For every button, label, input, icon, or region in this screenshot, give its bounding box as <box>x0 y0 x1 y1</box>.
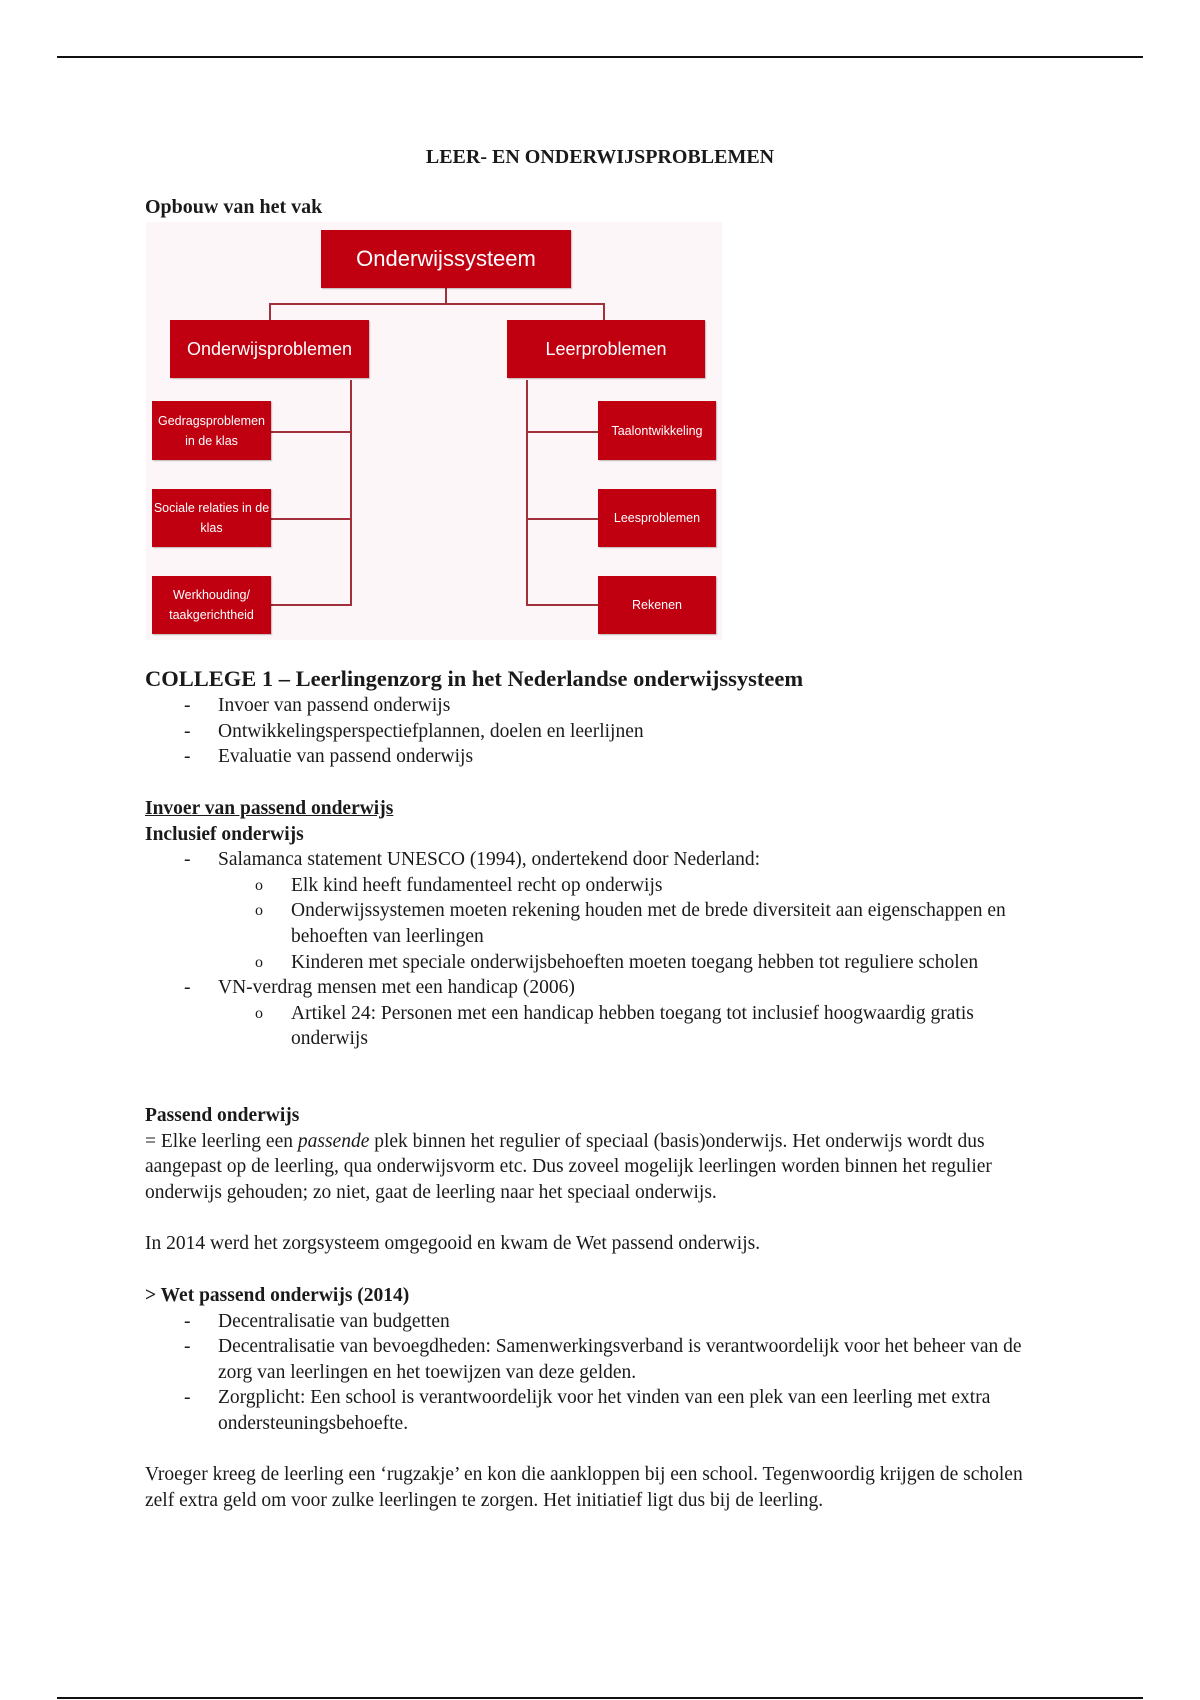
connector <box>526 518 598 520</box>
list-item <box>145 847 1055 873</box>
dash-bullet: - <box>184 977 191 999</box>
list-item <box>145 1334 1055 1385</box>
diagram-onderwijsproblemen-box: Onderwijsproblemen <box>170 320 369 378</box>
connector <box>526 380 528 605</box>
list-item <box>145 719 1055 745</box>
college-list <box>145 693 1055 770</box>
wet-heading: > Wet passend onderwijs (2014) <box>145 1285 410 1306</box>
org-diagram <box>146 222 722 640</box>
diagram-child-box: Rekenen <box>598 576 716 634</box>
invoer-heading: Invoer van passend onderwijs <box>145 798 394 819</box>
connector <box>271 604 352 606</box>
sub-list-item <box>145 1001 1055 1052</box>
connector <box>603 303 605 320</box>
diagram-child-box: Leesproblemen <box>598 489 716 547</box>
list-item-text: Onderwijssystemen moeten rekening houden met de brede diversiteit aan eigenschappen en behoeften van leerlingen <box>291 900 1006 947</box>
list-item <box>145 1385 1055 1436</box>
text: = Elke leerling een <box>145 1130 298 1152</box>
circle-bullet: o <box>255 953 263 971</box>
list-item-text: Salamanca statement UNESCO (1994), ondertekend door Nederland: <box>218 849 761 871</box>
passend-paragraph <box>145 1129 1055 1206</box>
invoer-section <box>145 796 1055 1052</box>
section-heading-opbouw: Opbouw van het vak <box>145 196 323 218</box>
connector <box>350 380 352 605</box>
passend-paragraph-2014: In 2014 werd het zorgsysteem omgegooid en kwam de Wet passend onderwijs. <box>145 1232 761 1254</box>
document-title: LEER- EN ONDERWIJSPROBLEMEN <box>425 146 775 168</box>
diagram-child-box: Sociale relaties in de klas <box>152 489 271 547</box>
connector <box>526 431 598 433</box>
dash-bullet: - <box>184 720 191 742</box>
list-item-text: Zorgplicht: Een school is verantwoordelijk voor het vinden van een plek van een leerling met extra ondersteuningsbehoefte. <box>218 1387 991 1434</box>
list-item-text: Elk kind heeft fundamenteel recht op onderwijs <box>291 874 663 896</box>
passend-section <box>145 1103 1055 1257</box>
emphasis: passende <box>297 1130 370 1152</box>
dash-bullet: - <box>184 1336 191 1358</box>
connector <box>271 431 352 433</box>
sub-list-item <box>145 873 1055 899</box>
connector <box>269 303 605 305</box>
dash-bullet: - <box>184 1387 191 1409</box>
inclusief-heading: Inclusief onderwijs <box>145 823 304 845</box>
text: plek binnen het regulier of speciaal (basis)onderwijs. Het onderwijs wordt dus aangepast op de leerling, qua onderwijsvorm etc. Dus zoveel mogelijk leerlingen worden binnen het regulier onderwijs gehouden; zo niet, gaat de leerling naar het speciaal onderwijs. <box>145 1130 992 1203</box>
connector <box>271 518 352 520</box>
college-heading: COLLEGE 1 – Leerlingenzorg in het Nederlandse onderwijssysteem <box>145 666 804 691</box>
list-item-text: Artikel 24: Personen met een handicap hebben toegang tot inclusief hoogwaardig gratis onderwijs <box>291 1002 974 1050</box>
diagram-child-box: Taalontwikkeling <box>598 401 716 460</box>
header-rule <box>57 56 1143 58</box>
sub-list-item <box>145 898 1055 949</box>
wet-section <box>145 1283 1055 1513</box>
footer-rule <box>57 1697 1143 1699</box>
circle-bullet: o <box>255 902 263 920</box>
list-item-text: Kinderen met speciale onderwijsbehoeften moeten toegang hebben tot reguliere scholen <box>291 951 979 973</box>
dash-bullet: - <box>184 1310 191 1332</box>
list-item <box>145 693 1055 719</box>
connector <box>526 604 598 606</box>
list-item-text: Ontwikkelingsperspectiefplannen, doelen en leerlijnen <box>218 720 644 742</box>
list-item-text: Evaluatie van passend onderwijs <box>218 746 474 768</box>
dash-bullet: - <box>184 746 191 768</box>
circle-bullet: o <box>255 876 263 894</box>
dash-bullet: - <box>184 849 191 871</box>
diagram-child-box: Gedragsproblemen in de klas <box>152 401 271 460</box>
list-item <box>145 744 1055 770</box>
connector <box>269 303 271 320</box>
list-item <box>145 1309 1055 1335</box>
list-item-text: Decentralisatie van bevoegdheden: Samenwerkingsverband is verantwoordelijk voor het beheer van de zorg van leerlingen en het toewijzen van deze gelden. <box>218 1336 1022 1383</box>
dash-bullet: - <box>184 695 191 716</box>
diagram-leerproblemen-box: Leerproblemen <box>507 320 705 378</box>
circle-bullet: o <box>255 1004 263 1022</box>
list-item-text: VN-verdrag mensen met een handicap (2006) <box>218 977 575 999</box>
passend-heading: Passend onderwijs <box>145 1105 300 1126</box>
closing-paragraph: Vroeger kreeg de leerling een ‘rugzakje’ en kon die aankloppen bij een school. Tegenwoordig krijgen de scholen zelf extra geld om voor zulke leerlingen te zorgen. Het initiatief ligt dus bij de leerling. <box>145 1464 1023 1511</box>
diagram-child-box: Werkhouding/ taakgerichtheid <box>152 576 271 634</box>
diagram-root-box: Onderwijssysteem <box>321 230 571 288</box>
sub-list-item <box>145 950 1055 976</box>
list-item-text: Invoer van passend onderwijs <box>218 695 451 716</box>
list-item-text: Decentralisatie van budgetten <box>218 1310 450 1332</box>
list-item <box>145 975 1055 1001</box>
